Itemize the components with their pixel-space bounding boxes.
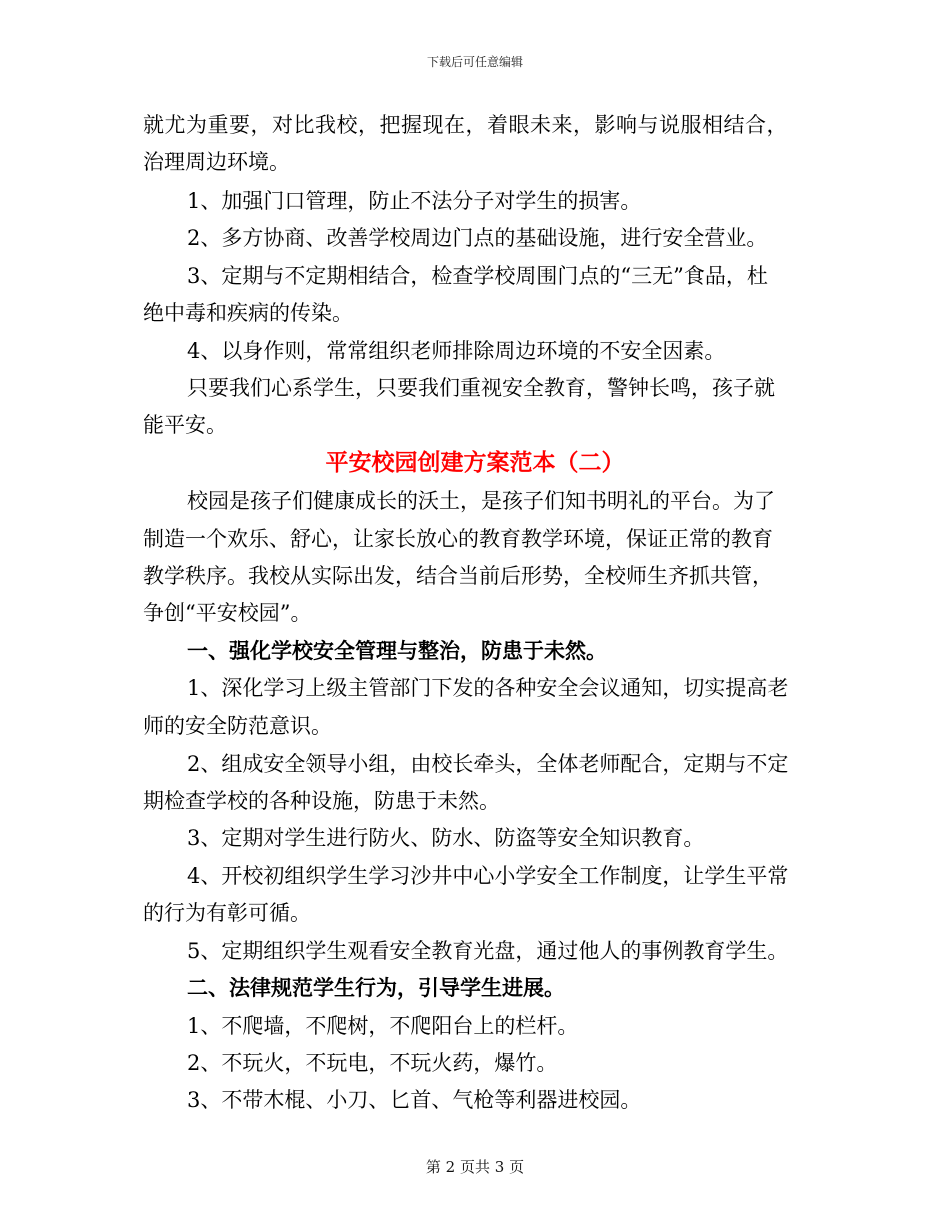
body-line: 能平安。 (143, 413, 227, 437)
list-item: 4、开校初组织学生学习沙井中心小学安全工作制度，让学生平常 (187, 864, 789, 888)
list-item: 3、定期与不定期相结合，检查学校周围门点的“三无”食品，杜 (187, 264, 768, 288)
body-line: 的行为有彰可循。 (143, 901, 311, 925)
list-item: 4、以身作则，常常组织老师排除周边环境的不安全因素。 (187, 339, 726, 363)
body-line: 只要我们心系学生，只要我们重视安全教育，警钟长鸣，孩子就 (187, 376, 775, 400)
list-item: 3、不带木棍、小刀、匕首、气枪等利器进校园。 (187, 1088, 642, 1112)
list-item: 5、定期组织学生观看安全教育光盘，通过他人的事例教育学生。 (187, 939, 789, 963)
list-item: 1、深化学习上级主管部门下发的各种安全会议通知，切实提高老 (187, 676, 789, 700)
heading-1: 一、强化学校安全管理与整治，防患于未然。 (187, 638, 607, 663)
list-item: 2、多方协商、改善学校周边门点的基础设施，进行安全营业。 (187, 226, 768, 250)
body-line: 师的安全防范意识。 (143, 714, 332, 738)
body-line: 绝中毒和疾病的传染。 (143, 301, 353, 325)
heading-2: 二、法律规范学生行为，引导学生进展。 (187, 975, 565, 1000)
list-item: 2、组成安全领导小组，由校长牵头，全体老师配合，定期与不定 (187, 752, 789, 776)
list-item: 1、加强门口管理，防止不法分子对学生的损害。 (187, 189, 642, 213)
list-item: 3、定期对学生进行防火、防水、防盗等安全知识教育。 (187, 826, 705, 850)
list-item: 2、不玩火，不玩电，不玩火药，爆竹。 (187, 1051, 558, 1075)
body-line: 治理周边环境。 (143, 150, 290, 174)
body-line: 制造一个欢乐、舒心，让家长放心的教育教学环境，保证正常的教育 (143, 527, 773, 551)
page-header: 下载后可任意编辑 (426, 55, 523, 69)
list-item: 1、不爬墙，不爬树，不爬阳台上的栏杆。 (187, 1014, 579, 1038)
body-line: 就尤为重要，对比我校，把握现在，着眼未来，影响与说服相结合， (143, 113, 788, 137)
body-line: 校园是孩子们健康成长的沃土，是孩子们知书明礼的平台。为了 (187, 489, 775, 513)
body-line: 教学秩序。我校从实际出发，结合当前后形势，全校师生齐抓共管， (143, 564, 773, 588)
page-footer: 第 2 页共 3 页 (425, 1158, 525, 1176)
section-title: 平安校园创建方案范本（二） (325, 449, 625, 476)
body-line: 争创“平安校园”。 (143, 601, 312, 625)
body-line: 期检查学校的各种设施，防患于未然。 (143, 789, 500, 813)
